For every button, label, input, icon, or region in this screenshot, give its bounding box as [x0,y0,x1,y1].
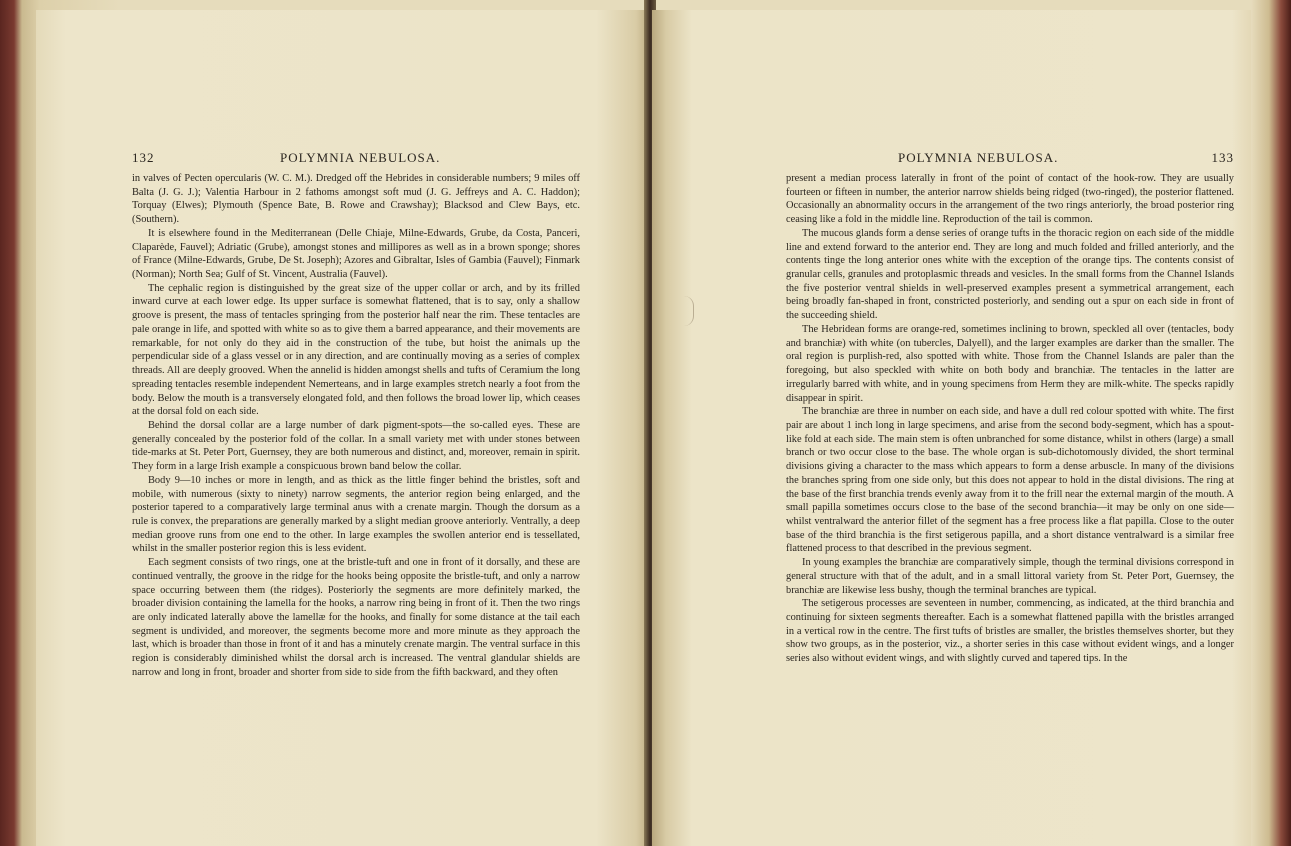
right-paragraph-3: The Hebridean forms are orange-red, sometimes inclining to brown, speckled all over (tentacles, body and branchiæ) with white (on tubercles, Dalyell), and the larger examples are darker than the smaller. The oral region is purplish-red, also spotted with white. Those from the Channel Islands are paler than the foregoing, but also speckled with white on both body and branchiæ. The tentacles in the latter are irregularly barred with white, and in young specimens from Herm they are milk-white. The specks rapidly disappear in spirit. [786,323,1234,404]
left-paragraph-1: in valves of Pecten opercularis (W. C. M.). Dredged off the Hebrides in considerable numbers; 9 miles off Balta (J. G. J.); Valentia Harbour in 2 fathoms amongst soft mud (J. G. Jeffreys and A. C. Haddon); Torquay (Elwes); Plymouth (Spence Bate, B. Rowe and Crawshay); Blacksod and Clew Bays, etc. (Southern). [132,173,580,226]
right-paragraph-5: In young examples the branchiæ are comparatively simple, though the terminal divisions correspond in general structure with that of the adult, and in a small littoral variety from St. Peter Port, Guernsey, the branchiæ are likewise less bushy, though the terminal branches are typical. [786,557,1234,596]
right-body-text [786,172,1234,666]
left-paragraph-3: The cephalic region is distinguished by the great size of the upper collar or arch, and by its frilled inward curve at each lower edge. Its upper surface is somewhat flattened, that is to say, only a shallow groove is present, the mass of tentacles springing from the posterior half near the rim. These tentacles are pale orange in life, and spotted with white so as to give them a barred appearance, and their movements are remarkable, for not only do they aid in the construction of the tube, but hoist the animals up the perpendicular side of a glass vessel or in any direction, and are continually moving as a series of complex threads. All are deeply grooved. When the annelid is hidden amongst shells and tufts of Ceramium the long spreading tentacles resemble independent Nemerteans, and in large examples stretch nearly a foot from the body. Below the mouth is a transversely elongated fold, and then follows the broad lower lip, which ceases at the dorsal fold on each side. [132,282,580,418]
left-page-number: 132 [132,150,155,165]
right-running-head: POLYMNIA NEBULOSA. [898,150,1059,165]
page-curl-mark [683,296,694,326]
right-paragraph-2: The mucous glands form a dense series of orange tufts in the thoracic region on each side of the middle line and extend forward to the anterior end. They are long and much folded and frilled anteriorly, and the contents tinge the long anterior ones white with the exception of the orange tips. The contents consist of granular cells, granules and protoplasmic threads and vesicles. In the small forms from the Channel Islands the five posterior ventral shields in well-preserved examples present a symmetrical arrangement, each being broadly fan-shaped in front, constricted posteriorly, and sending out a spur on each side in front of the succeeding shield. [786,227,1234,322]
left-page [36,10,648,846]
right-paragraph-1: present a median process laterally in front of the point of contact of the hook-row. They are usually fourteen or fifteen in number, the anterior narrow shields being ridged (two-ringed), the posterior flattened. Occasionally an abnormality occurs in the arrangement of the two rings anteriorly, the broad posterior ring ceasing like a fold in the middle line. Reproduction of the tail is common. [786,173,1234,226]
left-body-text [132,172,580,680]
right-page [652,10,1254,846]
left-paragraph-6: Each segment consists of two rings, one at the bristle-tuft and one in front of it dorsally, and these are continued ventrally, the groove in the ridge for the hooks being opposite the bristle-tuft, and only a narrow space occurring between them (the ridges). Posteriorly the segments are more definitely marked, the broader division containing the lamella for the hooks, a narrow ring being in front of it. Then the two rings are only indicated laterally above the lamellæ for the hooks, and finally for some distance at the tail each segment is undivided, and moreover, the segments become more and more minute as they approach the last, which is broader than those in front of it and has a minutely crenate margin. The ventral surface in this region is considerably diminished whilst the dorsal arch is increased. The ventral glandular shields are narrow and long in front, broader and shorter from side to side from the fifth backward, and they often [132,557,580,678]
left-paragraph-2: It is elsewhere found in the Mediterranean (Delle Chiaje, Milne-Edwards, Grube, da Costa, Panceri, Claparède, Fauvel); Adriatic (Grube), amongst stones and millipores as well as in a brown sponge; shores of France (Milne-Edwards, Grube, De St. Joseph); Azores and Gibraltar, Isles of Gambia (Fauvel); Finmark (Norman); North Sea; Gulf of St. Vincent, Australia (Fauvel). [132,227,580,281]
left-paragraph-4: Behind the dorsal collar are a large number of dark pigment-spots—the so-called eyes. These are generally concealed by the posterior fold of the collar. In a small variety met with under stones between tide-marks at St. Peter Port, Guernsey, they are both numerous and distinct, and, moreover, remain in spirit. They form in a large Irish example a conspicuous brown band below the collar. [132,419,580,473]
right-page-number: 133 [1211,150,1234,165]
right-paragraph-4: The branchiæ are three in number on each side, and have a dull red colour spotted with white. The first pair are about 1 inch long in large specimens, and arise from the second body-segment, which has a spout-like fold at each side. The main stem is often unbranched for some distance, whilst in others (large) a small branch or two occur close to the base. The whole organ is sub-dichotomously divided, the short terminal divisions giving a character to the mass which appears to form a dense arbuscle. In many of the divisions the branches spring from one side only, but this does not appear to hold in the distal divisions. The ring at the base of the first branchia trends evenly away from it to the frill near the external margin of the mouth. A small papilla sometimes occurs close to the base of the second branchia—it may be only on one side—whilst ventralward the anterior fillet of the segment has a free process like a flat papilla. Close to the outer base of the third branchia is the first setigerous papilla, and a short distance ventralward is a similar free flattened process to that described in the previous segment. [786,406,1234,555]
left-paragraph-5: Body 9—10 inches or more in length, and as thick as the little finger behind the bristles, soft and mobile, with numerous (sixty to ninety) narrow segments, the anterior region being enlarged, and the posterior tapered to a comparatively large terminal anus with a crenate margin. Though the dorsum as a rule is convex, the preparations are generally marked by a slight median groove anteriorly. Ventrally, a deep median groove runs from one end to the other. In large examples the swollen anterior end is tessellated, whilst in the smaller posterior region this is less evident. [132,474,580,555]
book-edge-right [1251,0,1291,846]
left-running-head: POLYMNIA NEBULOSA. [280,150,441,165]
right-paragraph-6: The setigerous processes are seventeen in number, commencing, as indicated, at the third branchia and continuing for sixteen segments thereafter. Each is a somewhat flattened papilla with the bristles arranged in a vertical row in the centre. The first tufts of bristles are smaller, the bristles themselves shorter, but they show two groups, as in the posterior, viz., a shorter series in this case without evident wings, and a longer series also without evident wings, and with slightly curved and tapered tips. In the [786,598,1234,665]
